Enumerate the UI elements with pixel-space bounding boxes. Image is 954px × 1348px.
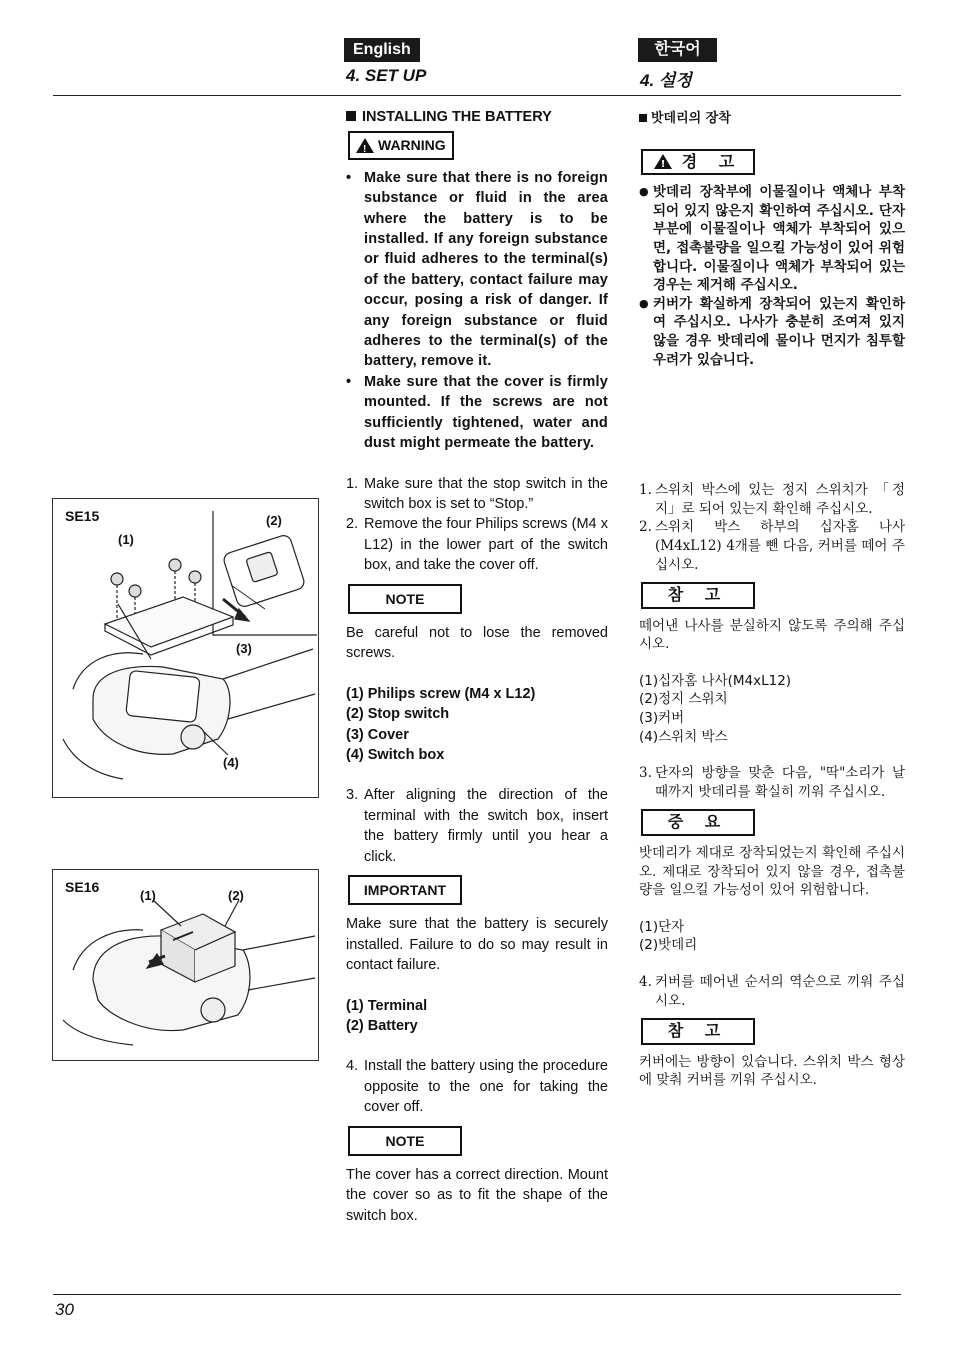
note-label-korean: 참 고 <box>641 1018 755 1045</box>
section-title-english: 4. SET UP <box>346 66 427 85</box>
legend-item: (2) Battery <box>346 1018 418 1035</box>
note-label: NOTE <box>348 1126 462 1156</box>
important-label: IMPORTANT <box>348 875 462 905</box>
important-text: Make sure that the battery is securely installed. Failure to do so may result in contact failure. <box>346 916 608 974</box>
warning-triangle-icon <box>654 154 672 169</box>
section-title-korean: 4. 설정 <box>640 71 692 90</box>
warning-item-korean: ● 커버가 확실하게 장착되어 있는지 확인하여 주십시오. 나사가 충분히 조여져 있지 않을 경우 밧데리에 물이나 먼지가 침투할 우려가 있습니다. <box>639 295 905 369</box>
step-4: 4. Install the battery using the procedure opposite to the one for taking the cover off. <box>346 1058 608 1116</box>
figure-se15 <box>52 498 319 798</box>
callout-4: (4) <box>223 755 239 770</box>
legend-item: (4) Switch box <box>346 746 445 763</box>
legend-item-korean: (3)커버 <box>639 710 685 727</box>
figure-label: SE16 <box>65 879 100 895</box>
figure-se16 <box>52 869 319 1061</box>
warning-list <box>346 168 608 454</box>
language-tab-english: English <box>344 38 420 62</box>
step-3-korean: 3. 단자의 방향을 맞춘 다음, "딱"소리가 날 때까지 밧데리를 확실히 끼워 주십시오. <box>639 765 905 800</box>
note-label: NOTE <box>348 584 462 614</box>
note-text: The cover has a correct direction. Mount the cover so as to fit the shape of the switch box. <box>346 1167 608 1224</box>
korean-column <box>639 110 905 1090</box>
english-column <box>346 107 608 1226</box>
warning-item: • Make sure that the cover is firmly mounted. If the screws are not sufficiently tightened, water and dust might permeate the battery. <box>346 372 608 454</box>
warning-item-korean: ● 밧데리 장착부에 이물질이나 액체나 부착되어 있지 않은지 확인하여 주십시오. 단자부분에 이물질이나 액체가 부착되어 있으면, 접촉불량을 일으킬 가능성이 있어 위험합니다. 이물질이나 액체가 부착되어 있는 경우는 제거해 주십시오. <box>639 183 905 295</box>
step-1: 1. Make sure that the stop switch in the switch box is set to “Stop.” <box>346 475 608 512</box>
warning-label: ! WARNING <box>348 131 454 159</box>
step-4-korean: 4. 커버를 떼어낸 순서의 역순으로 끼워 주십시오. <box>639 974 905 1009</box>
note-text: Be careful not to lose the removed screws. <box>346 624 608 662</box>
square-bullet-icon <box>346 111 356 121</box>
installing-heading: INSTALLING THE BATTERY <box>346 107 608 127</box>
step-1-korean: 1. 스위치 박스에 있는 정지 스위치가 「정지」로 되어 있는지 확인해 주십시오. <box>639 482 905 517</box>
important-text-korean: 밧데리가 제대로 장착되었는지 확인해 주십시오. 제대로 장착되어 있지 않을 경우, 접촉불량을 일으킬 가능성이 있어 위험합니다. <box>639 845 905 899</box>
step-2-korean: 2. 스위치 박스 하부의 십자홈 나사(M4xL12) 4개를 뺀 다음, 커버를 떼어 주십시오. <box>639 519 905 573</box>
step-3: 3. After aligning the direction of the terminal with the switch box, insert the battery firmly until you hear a click. <box>346 787 608 865</box>
legend-item-korean: (4)스위치 박스 <box>639 728 728 745</box>
callout-3: (3) <box>236 641 252 656</box>
legend-item-korean: (1)십자홈 나사(M4xL12) <box>639 672 792 689</box>
warning-triangle-icon <box>356 138 374 153</box>
callout-1: (1) <box>140 888 156 903</box>
legend-item: (1) Terminal <box>346 997 428 1014</box>
legend-item-korean: (2)정지 스위치 <box>639 691 728 708</box>
legend-item: (2) Stop switch <box>346 706 450 723</box>
installing-heading-korean: 밧데리의 장착 <box>639 110 905 129</box>
page-number: 30 <box>55 1300 74 1319</box>
callout-1: (1) <box>118 532 134 547</box>
legend-item: (3) Cover <box>346 726 409 743</box>
legend-item-korean: (1)단자 <box>639 918 685 935</box>
battery-insertion-illustration <box>53 870 318 1060</box>
note-text-korean: 떼어낸 나사를 분실하지 않도록 주의해 주십시오. <box>639 617 905 653</box>
note-label-korean: 참 고 <box>641 582 755 609</box>
switch-box-illustration <box>53 499 318 797</box>
callout-2: (2) <box>228 888 244 903</box>
square-bullet-icon <box>639 114 647 122</box>
header-divider <box>53 95 901 96</box>
callout-2: (2) <box>266 513 282 528</box>
warning-label-korean: ! 경 고 <box>641 149 755 176</box>
important-label-korean: 중 요 <box>641 809 755 836</box>
warning-item: • Make sure that there is no foreign substance or fluid in the area where the battery is to be installed. If any foreign substance or fluid adheres to the terminal(s) of the battery, contact failure may occur, posing a risk of danger. If any foreign substance or fluid adheres to the terminal(s) of the battery, remove it. <box>346 168 608 372</box>
legend-item-korean: (2)밧데리 <box>639 937 698 954</box>
language-tab-korean: 한국어 <box>638 38 717 62</box>
legend-item: (1) Philips screw (M4 x L12) <box>346 685 536 702</box>
step-2: 2. Remove the four Philips screws (M4 x L12) in the lower part of the switch box, and take the cover off. <box>346 516 608 574</box>
footer-divider <box>53 1294 901 1295</box>
note-text-korean: 커버에는 방향이 있습니다. 스위치 박스 형상에 맞춰 커버를 끼워 주십시오. <box>639 1053 905 1089</box>
figure-label: SE15 <box>65 508 100 524</box>
